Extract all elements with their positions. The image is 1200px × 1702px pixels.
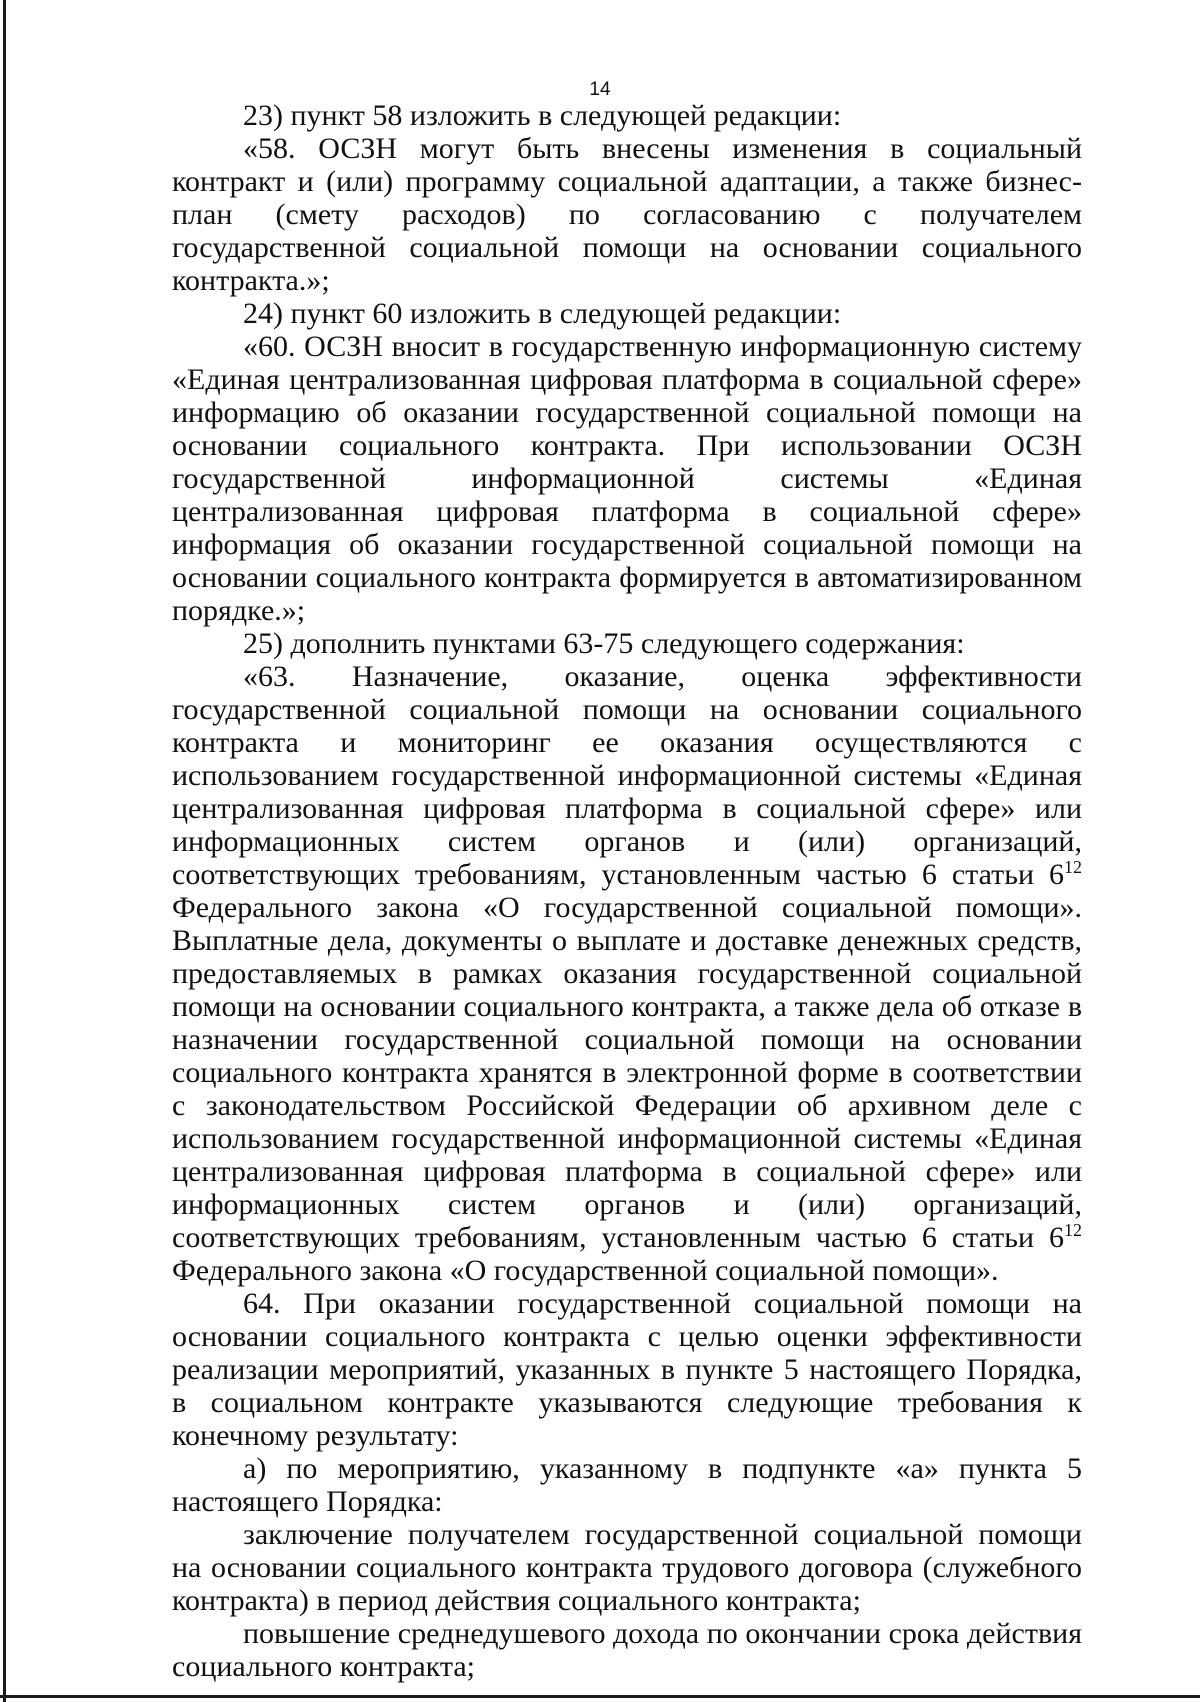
paragraph-item-23: 23) пункт 58 изложить в следующей редакции:: [243, 99, 842, 132]
document-body: [172, 99, 1082, 1683]
paragraph-clause-58: «58. ОСЗН могут быть внесены изменения в социальный контракт и (или) программу социальной адаптации, а также бизнес-план (смету расходов) по согласованию с получателем государственной социальной помощи на основании социального контракта.»;: [172, 132, 1082, 297]
scan-bottom-edge: [0, 1695, 1200, 1698]
paragraph-item-25: 25) дополнить пунктами 63-75 следующего содержания:: [243, 627, 965, 660]
clause-63-text-part-2: Федерального закона «О государственной социальной помощи». Выплатные дела, документы о выплате и доставке денежных средств, предоставляемых в рамках оказания государственной социальной помощи на основании социального контракта, а также дела об отказе в назначении государственной социальной помощи на основании социального контракта хранятся в электронной форме в соответствии с законодательством Российской Федерации об архивном деле с использованием государственной информационной системы «Единая централизованная цифровая платформа в социальной сфере» или информационных систем органов и (или) организаций, соответствующих требованиям, установленным частью 6 статьи 6: [172, 891, 1082, 1254]
paragraph-clause-60: «60. ОСЗН вносит в государственную информационную систему «Единая централизованная цифровая платформа в социальной сфере» информацию об оказании государственной социальной помощи на основании социального контракта. При использовании ОСЗН государственной информационной системы «Единая централизованная цифровая платформа в социальной сфере» информация об оказании государственной социальной помощи на основании социального контракта формируется в автоматизированном порядке.»;: [172, 330, 1082, 627]
superscript-12: 12: [1064, 857, 1082, 877]
page-number: 14: [589, 79, 611, 100]
paragraph-item-24: 24) пункт 60 изложить в следующей редакции:: [243, 297, 842, 330]
scan-left-edge: [3, 0, 6, 1702]
superscript-12: 12: [1064, 1220, 1082, 1240]
clause-63-text-part-1: «63. Назначение, оказание, оценка эффективности государственной социальной помощи на основании социального контракта и мониторинг ее оказания осуществляются с использованием государственной информационной системы «Единая централизованная цифровая платформа в социальной сфере» или информационных систем органов и (или) организаций, соответствующих требованиям, установленным частью 6 статьи 6: [172, 660, 1082, 891]
clause-63-text-part-3: Федерального закона «О государственной социальной помощи».: [172, 1254, 999, 1287]
paragraph-requirement-contract: заключение получателем государственной социальной помощи на основании социального контракта трудового договора (служебного контракта) в период действия социального контракта;: [172, 1518, 1082, 1617]
paragraph-subitem-a: а) по мероприятию, указанному в подпункте «а» пункта 5 настоящего Порядка:: [172, 1452, 1082, 1518]
paragraph-clause-63: [172, 660, 1082, 1287]
paragraph-clause-64: 64. При оказании государственной социальной помощи на основании социального контракта с целью оценки эффективности реализации мероприятий, указанных в пункте 5 настоящего Порядка, в социальном контракте указываются следующие требования к конечному результату:: [172, 1287, 1082, 1452]
paragraph-requirement-income: повышение среднедушевого дохода по окончании срока действия социального контракта;: [172, 1617, 1082, 1683]
